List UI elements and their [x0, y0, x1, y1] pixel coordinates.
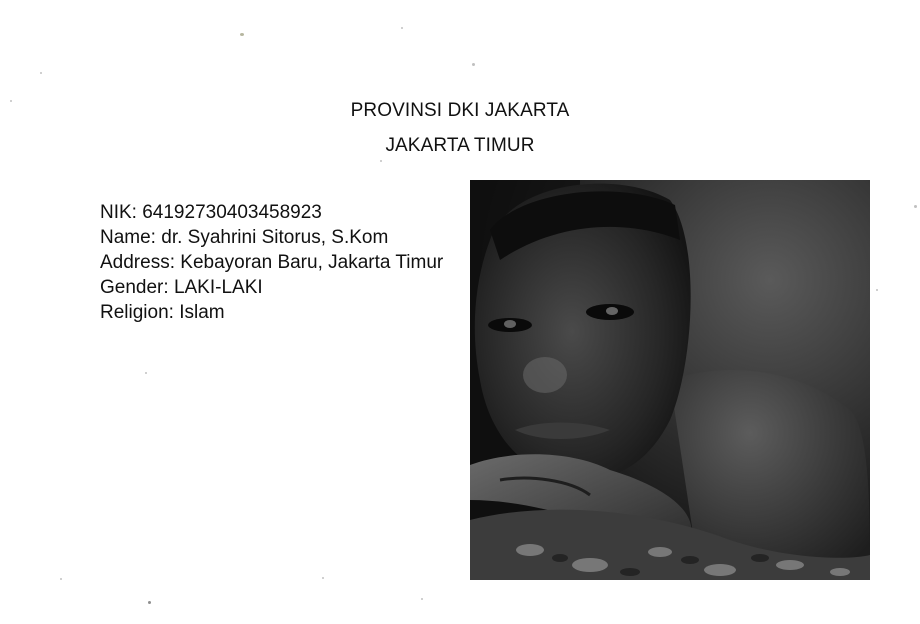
paper-speck: [914, 205, 917, 208]
nik-label: NIK:: [100, 202, 137, 223]
nik-value: 64192730403458923: [142, 202, 322, 223]
paper-speck: [472, 63, 475, 66]
religion-row: [100, 300, 443, 325]
portrait-image: [470, 180, 870, 580]
name-value: dr. Syahrini Sitorus, S.Kom: [161, 227, 389, 248]
name-label: Name:: [100, 227, 156, 248]
id-photo: [470, 180, 870, 580]
paper-speck: [876, 289, 878, 291]
address-label: Address:: [100, 252, 175, 273]
address-value: Kebayoran Baru, Jakarta Timur: [180, 252, 444, 273]
province-heading: PROVINSI DKI JAKARTA: [350, 100, 570, 121]
paper-speck: [322, 577, 324, 579]
paper-speck: [145, 372, 147, 374]
nik-row: [100, 200, 443, 225]
gender-label: Gender:: [100, 277, 169, 298]
address-row: [100, 250, 443, 275]
paper-speck: [40, 72, 42, 74]
religion-value: Islam: [179, 302, 225, 323]
city-heading: JAKARTA TIMUR: [385, 135, 535, 156]
paper-speck: [148, 601, 151, 604]
identity-fields: [100, 200, 443, 325]
name-row: [100, 225, 443, 250]
gender-row: [100, 275, 443, 300]
religion-label: Religion:: [100, 302, 174, 323]
gender-value: LAKI-LAKI: [173, 277, 263, 298]
paper-speck: [421, 598, 423, 600]
paper-speck: [380, 160, 382, 162]
paper-speck: [240, 33, 244, 36]
paper-speck: [60, 578, 62, 580]
paper-speck: [401, 27, 403, 29]
